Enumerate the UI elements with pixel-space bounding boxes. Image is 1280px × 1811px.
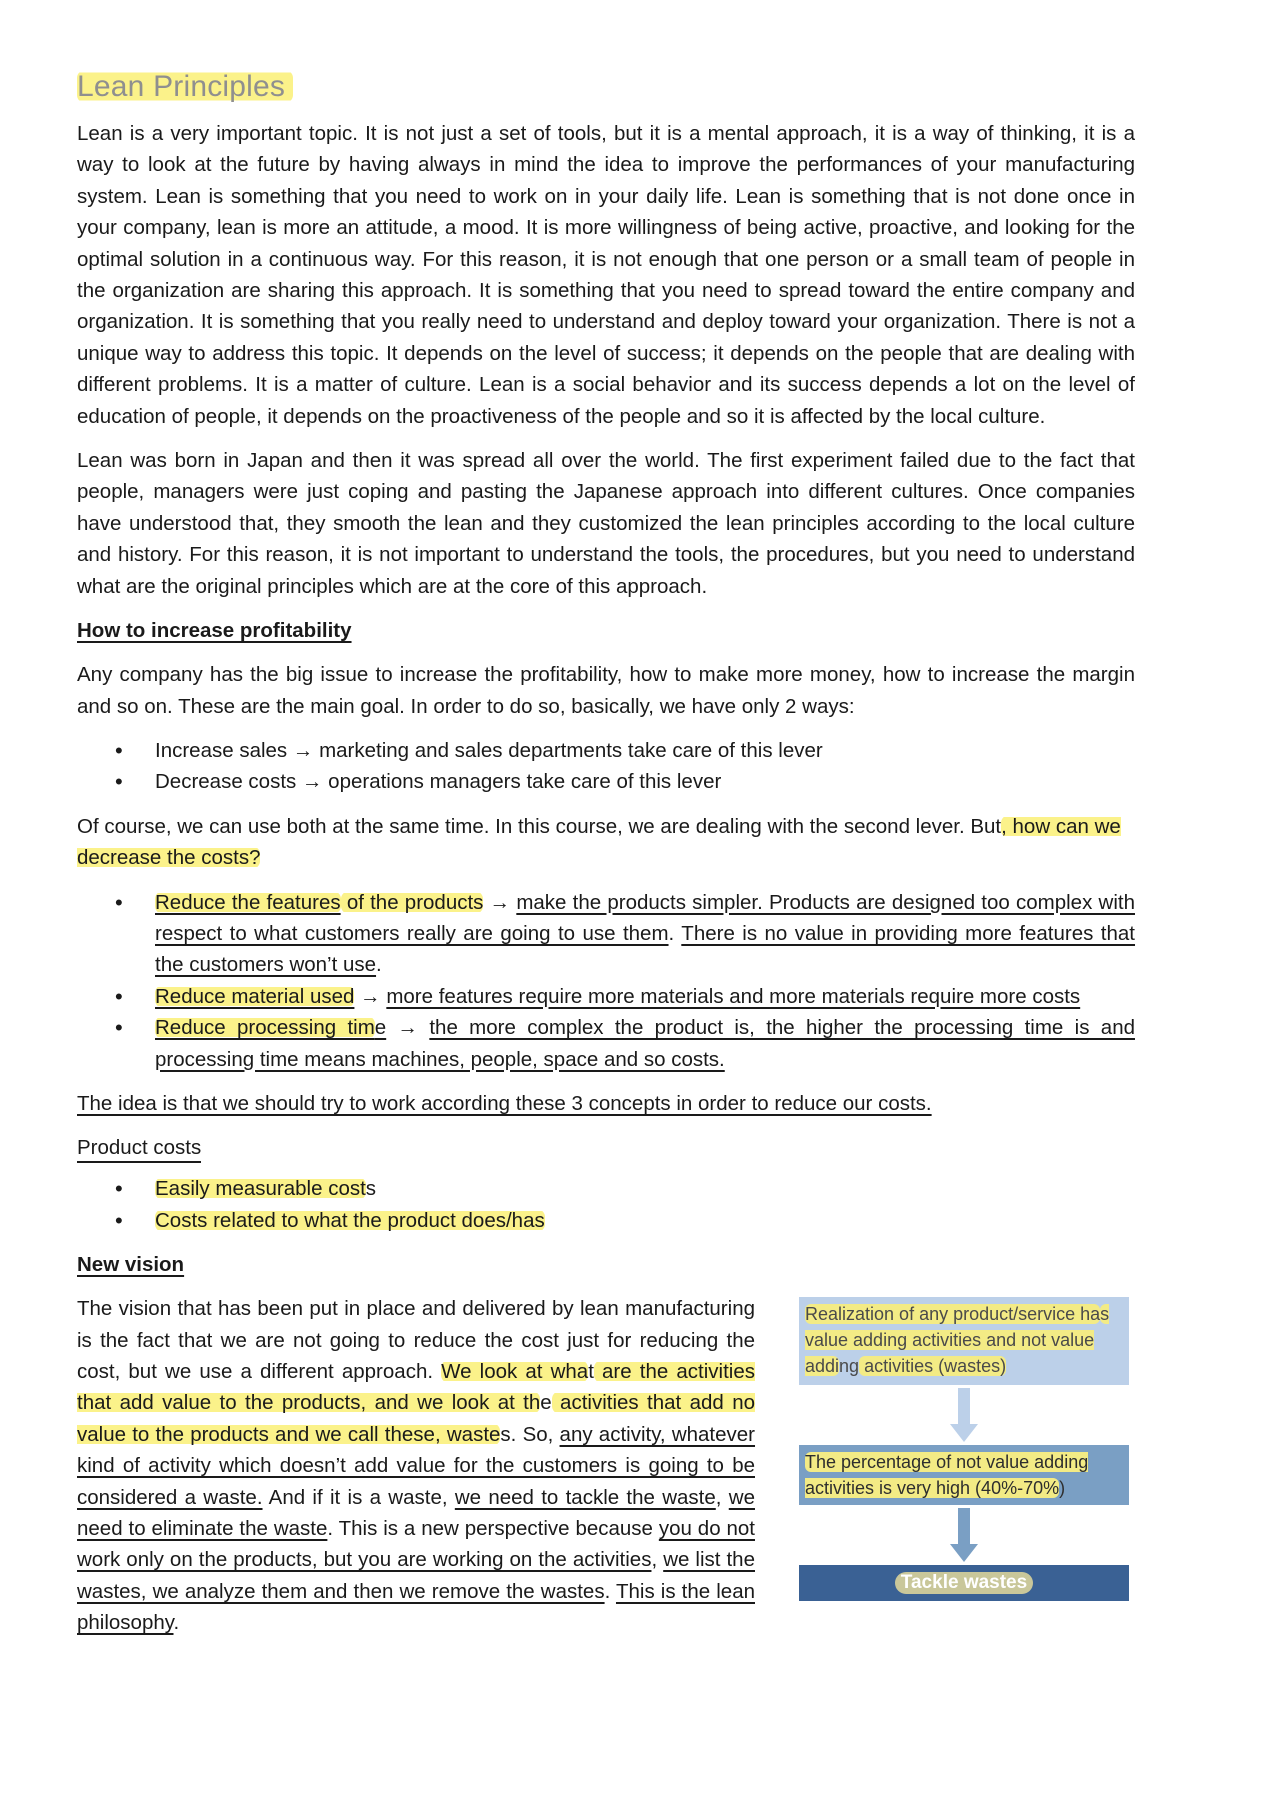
list-item: • Decrease costs → operations managers take care of this lever [155, 766, 1135, 797]
reduction-list [77, 887, 1135, 1075]
profitability-paragraph: Any company has the big issue to increase the profitability, how to make more money, how to increase the margin and so on. These are the main goal. In order to do so, basically, we have only 2 ways: [77, 663, 1135, 718]
ways-list [77, 735, 1135, 798]
list-item: • Reduce material used → more features require more materials and more materials require more costs [155, 981, 1135, 1012]
new-vision-heading: New vision [77, 1253, 185, 1277]
list-item: • Increase sales → marketing and sales departments take care of this lever [155, 735, 1135, 766]
intro-paragraph-1: Lean is a very important topic. It is not just a set of tools, but it is a mental approach, it is a way of thinking, it is a way to look at the future by having always in mind the idea to improve the performances of your manufacturing system. Lean is something that you need to work on in your daily life. Lean is something that is not done once in your company, lean is more an attitude, a mood. It is more willingness of being active, proactive, and looking for the optimal solution in a continuous way. For this reason, it is not enough that one person or a small team of people in the organization are sharing this approach. It is something that you need to spread toward the entire company and organization. It is something that you really need to understand and deploy toward your organization. There is not a unique way to address this topic. It depends on the level of success; it depends on the people that are dealing with different problems. It is a matter of culture. Lean is a social behavior and its success depends a lot on the level of education of people, it depends on the proactiveness of the people and so it is affected by the local culture. [77, 122, 1135, 428]
page-title: Lean Principles [77, 70, 1135, 104]
flow-box-realization: Realization of any product/service has value adding activities and not value adding activities (wastes) [799, 1297, 1129, 1385]
document-page [77, 70, 1135, 1639]
product-costs-heading: Product costs [77, 1132, 1135, 1163]
new-vision-section [77, 1293, 1135, 1638]
list-item: • Costs related to what the product does/has [155, 1205, 1135, 1236]
waste-flow-diagram [793, 1297, 1135, 1601]
down-arrow-icon [949, 1385, 979, 1445]
list-item: • Easily measurable costs [155, 1173, 1135, 1204]
profitability-heading: How to increase profitability [77, 619, 352, 643]
intro-paragraph-2: Lean was born in Japan and then it was spread all over the world. The first experiment failed due to the fact that people, managers were just coping and pasting the Japanese approach into different cultures. Once companies have understood that, they smooth the lean and they customized the lean principles according to the local culture and history. For this reason, it is not important to understand the tools, the procedures, but you need to understand what are the original principles which are at the core of this approach. [77, 449, 1135, 598]
down-arrow-icon [949, 1505, 979, 1565]
flow-box-percentage: The percentage of not value adding activities is very high (40%-70%) [799, 1445, 1129, 1505]
flow-box-tackle-wastes: Tackle wastes [799, 1565, 1129, 1601]
new-vision-paragraph: The vision that has been put in place and delivered by lean manufacturing is the fact that we are not going to reduce the cost just for reducing the cost, but we use a different approach. We look at what are the activities that add value to the products, and we look at the activities that add no value to the products and we call these, wastes. So, any activity, whatever kind of activity which doesn’t add value for the customers is going to be considered a waste. And if it is a waste, we need to tackle the waste, we need to eliminate the waste. This is a new perspective because you do not work only on the products, but you are working on the activities, we list the wastes, we analyze them and then we remove the wastes. This is the lean philosophy. [77, 1297, 756, 1635]
idea-paragraph: The idea is that we should try to work according these 3 concepts in order to reduce our costs. [77, 1091, 932, 1115]
list-item: • Reduce the features of the products → make the products simpler. Products are designed too complex with respect to what customers really are going to use them. There is no value in providing more features that the customers won’t use. [155, 887, 1135, 981]
question-paragraph: Of course, we can use both at the same time. In this course, we are dealing with the second lever. But, how can we decrease the costs? [77, 814, 1121, 870]
list-item: • Reduce processing time → the more complex the product is, the higher the processing time is and processing time means machines, people, space and so costs. [155, 1012, 1135, 1075]
product-costs-list [77, 1173, 1135, 1236]
down-arrow-icon [949, 1388, 979, 1442]
down-arrow-icon [949, 1508, 979, 1562]
